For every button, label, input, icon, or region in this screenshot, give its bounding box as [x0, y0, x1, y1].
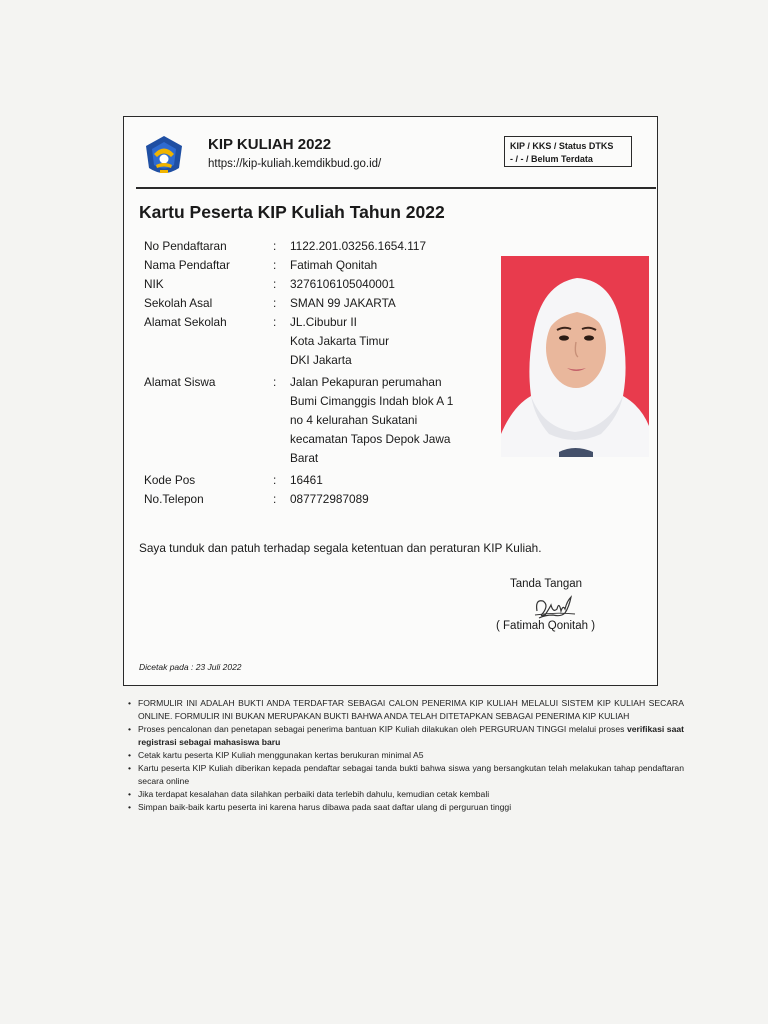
address-line: kecamatan Tapos Depok Jawa: [290, 432, 451, 446]
note-text: Jika terdapat kesalahan data silahkan perbaiki data terlebih dahulu, kemudian cetak kembali: [138, 789, 490, 799]
address-line: no 4 kelurahan Sukatani: [290, 413, 418, 427]
address-line: Kota Jakarta Timur: [290, 334, 390, 348]
field-no-pendaftaran: [144, 237, 484, 256]
field-telepon: [144, 490, 484, 509]
status-label: KIP / KKS / Status DTKS: [510, 141, 614, 151]
field-label: Nama Pendaftar: [144, 258, 230, 272]
bullet: •: [128, 724, 132, 734]
field-label: No Pendaftaran: [144, 239, 227, 253]
field-label: Alamat Siswa: [144, 375, 216, 389]
address-line: Barat: [290, 451, 319, 465]
print-date: Dicetak pada : 23 Juli 2022: [139, 662, 242, 672]
field-nik: [144, 275, 484, 294]
address-line: JL.Cibubur II: [290, 315, 357, 329]
field-colon: :: [273, 239, 277, 253]
field-colon: :: [273, 375, 277, 389]
bullet: •: [128, 763, 132, 773]
note-text: Kartu peserta KIP Kuliah diberikan kepada pendaftar sebagai tanda bukti bahwa siswa yang bersangkutan telah melakukan tahap pendaftaran secara online: [138, 763, 684, 786]
field-colon: :: [273, 315, 277, 329]
field-value: Fatimah Qonitah: [290, 258, 378, 272]
field-label: Alamat Sekolah: [144, 315, 227, 329]
field-label: NIK: [144, 277, 164, 291]
address-line: Jalan Pekapuran perumahan: [290, 375, 442, 389]
kip-card: [123, 116, 658, 686]
note-item: [128, 801, 684, 814]
field-colon: :: [273, 473, 277, 487]
note-item: [128, 788, 684, 801]
note-item: [128, 749, 684, 762]
bullet: •: [128, 750, 132, 760]
field-label: Sekolah Asal: [144, 296, 213, 310]
field-colon: :: [273, 277, 277, 291]
note-emphasis: verifikasi saat registrasi sebagai mahasiswa baru: [138, 724, 684, 747]
field-sekolah-asal: [144, 294, 484, 313]
note-text: FORMULIR INI ADALAH BUKTI ANDA TERDAFTAR SEBAGAI CALON PENERIMA KIP KULIAH MELALUI SISTEM KIP KULIAH SECARA ONLINE. FORMULIR INI BUKAN MERUPAKAN BUKTI BAHWA ANDA TELAH DITETAPKAN SEBAGAI PENERIMA KIP KULIAH: [138, 698, 684, 721]
tut-wuri-handayani-logo: [142, 134, 186, 178]
status-box: [504, 136, 632, 167]
note-item: [128, 723, 684, 749]
field-alamat-sekolah: [144, 313, 484, 370]
field-value: 16461: [290, 473, 323, 487]
header-divider: [136, 187, 656, 189]
applicant-photo: [501, 256, 649, 457]
field-list: [144, 237, 484, 509]
handwritten-signature: [531, 591, 579, 621]
notes-list: [128, 697, 684, 814]
card-title: Kartu Peserta KIP Kuliah Tahun 2022: [139, 202, 445, 222]
note-item: [128, 762, 684, 788]
field-label: Kode Pos: [144, 473, 196, 487]
field-label: No.Telepon: [144, 492, 204, 506]
field-value: [290, 313, 484, 370]
field-colon: :: [273, 296, 277, 310]
field-value: 1122.201.03256.1654.117: [290, 239, 427, 253]
address-line: DKI Jakarta: [290, 353, 352, 367]
bullet: •: [128, 698, 132, 708]
field-value: SMAN 99 JAKARTA: [290, 296, 396, 310]
bullet: •: [128, 789, 132, 799]
field-value: [290, 373, 484, 468]
field-kode-pos: [144, 471, 484, 490]
field-colon: :: [273, 258, 277, 272]
signature-label: Tanda Tangan: [510, 578, 583, 590]
note-text: Proses pencalonan dan penetapan sebagai penerima bantuan KIP Kuliah dilakukan oleh PERGURUAN TINGGI melalui proses: [138, 724, 627, 734]
field-value: 3276106105040001: [290, 277, 395, 291]
note-text: Simpan baik-baik kartu peserta ini karena harus dibawa pada saat daftar ulang di perguruan tinggi: [138, 802, 512, 812]
brand-url: https://kip-kuliah.kemdikbud.go.id/: [208, 158, 382, 170]
brand-title: KIP KULIAH 2022: [208, 136, 332, 153]
field-value: 087772987089: [290, 492, 369, 506]
field-alamat-siswa: [144, 373, 484, 468]
note-text: Cetak kartu peserta KIP Kuliah menggunakan kertas berukuran minimal A5: [138, 750, 424, 760]
field-colon: :: [273, 492, 277, 506]
field-nama: [144, 256, 484, 275]
signature-name: ( Fatimah Qonitah ): [496, 620, 596, 632]
status-value: - / - / Belum Terdata: [510, 154, 593, 164]
bullet: •: [128, 802, 132, 812]
address-line: Bumi Cimanggis Indah blok A 1: [290, 394, 454, 408]
portrait-illustration: [501, 256, 649, 457]
note-item: [128, 697, 684, 723]
statement: Saya tunduk dan patuh terhadap segala ketentuan dan peraturan KIP Kuliah.: [139, 541, 542, 555]
